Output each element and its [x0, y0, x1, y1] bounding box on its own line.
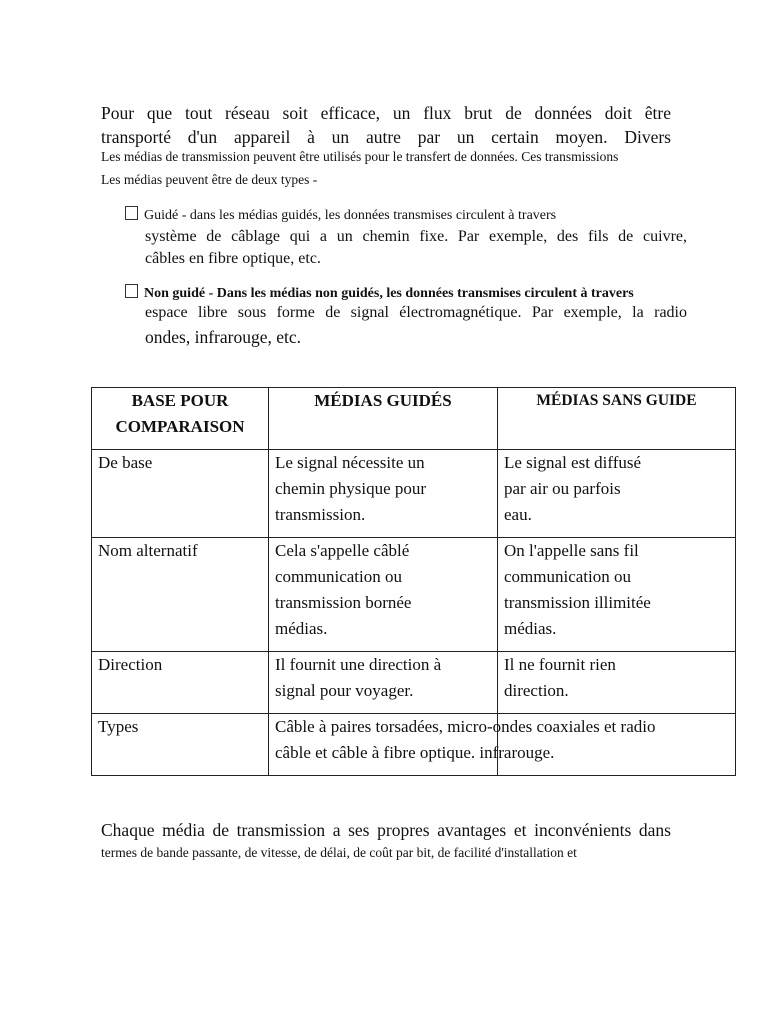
- outro-line-1: Chaque média de transmission a ses propres avantages et inconvénients dans: [101, 820, 671, 840]
- cell-line: câble et câble à fibre optique. infrarouge.: [275, 743, 555, 762]
- header-guided: MÉDIAS GUIDÉS: [269, 388, 498, 450]
- header-unguided: MÉDIAS SANS GUIDE: [498, 388, 736, 450]
- header-basis: BASE POUR COMPARAISON: [92, 388, 269, 450]
- table-row: [92, 450, 736, 538]
- row-label: De base: [92, 450, 269, 538]
- cell-line: eau.: [504, 505, 532, 524]
- guided-cell: [269, 450, 498, 538]
- cell-line: médias.: [504, 619, 557, 638]
- bullet-guided-line-1: système de câblage qui a un chemin fixe. Par exemple, des fils de cuivre,: [145, 228, 687, 245]
- cell-line: par air ou parfois: [504, 479, 621, 498]
- bullet-guided-head: [125, 206, 556, 224]
- bullet-unguided-line-2: ondes, infrarouge, etc.: [145, 327, 301, 347]
- guided-cell: [269, 714, 656, 776]
- intro-line-4: Les médias peuvent être de deux types -: [101, 172, 318, 187]
- cell-line: chemin physique pour: [275, 479, 427, 498]
- intro-line-1: Pour que tout réseau soit efficace, un flux brut de données doit être: [101, 103, 671, 123]
- row-label: Nom alternatif: [92, 538, 269, 652]
- bullet-unguided-head-text: Non guidé - Dans les médias non guidés, les données transmises circulent à travers: [144, 286, 634, 301]
- cell-line: Il ne fournit rien: [504, 655, 616, 674]
- intro-line-2: transporté d'un appareil à un autre par un certain moyen. Divers: [101, 127, 671, 147]
- intro-line-3: Les médias de transmission peuvent être utilisés pour le transfert de données. Ces transmissions: [101, 149, 619, 164]
- unguided-cell: [498, 450, 736, 538]
- table-row: [92, 714, 736, 776]
- bullet-unguided-line-1: espace libre sous forme de signal électromagnétique. Par exemple, la radio: [145, 304, 687, 321]
- cell-line: communication ou: [504, 567, 632, 586]
- cell-line: médias.: [275, 619, 328, 638]
- cell-line: signal pour voyager.: [275, 681, 414, 700]
- cell-line: Le signal nécessite un: [275, 453, 425, 472]
- bullet-unguided-head: [125, 284, 634, 302]
- table-header-row: [92, 388, 736, 450]
- cell-line: Cela s'appelle câblé: [275, 541, 410, 560]
- row-label: Direction: [92, 652, 269, 714]
- row-label: Types: [92, 714, 269, 776]
- cell-line: direction.: [504, 681, 569, 700]
- checkbox-glyph-icon: [125, 284, 138, 298]
- guided-cell: [269, 538, 498, 652]
- cell-line: Câble à paires torsadées, micro-ondes coaxiales et radio: [275, 717, 656, 736]
- unguided-cell: [498, 538, 736, 652]
- cell-line: Le signal est diffusé: [504, 453, 642, 472]
- checkbox-glyph-icon: [125, 206, 138, 220]
- table-row: [92, 538, 736, 652]
- bullet-guided-head-text: Guidé - dans les médias guidés, les données transmises circulent à travers: [144, 208, 557, 223]
- unguided-cell: [498, 652, 736, 714]
- cell-line: communication ou: [275, 567, 403, 586]
- cell-line: Il fournit une direction à: [275, 655, 442, 674]
- outro-line-2: termes de bande passante, de vitesse, de délai, de coût par bit, de facilité d'installation et: [101, 845, 577, 860]
- bullet-guided-line-2: câbles en fibre optique, etc.: [145, 250, 321, 267]
- cell-line: transmission bornée: [275, 593, 412, 612]
- comparison-table: [91, 387, 736, 776]
- guided-cell: [269, 652, 498, 714]
- table-row: [92, 652, 736, 714]
- cell-line: transmission illimitée: [504, 593, 651, 612]
- cell-line: transmission.: [275, 505, 366, 524]
- cell-line: On l'appelle sans fil: [504, 541, 639, 560]
